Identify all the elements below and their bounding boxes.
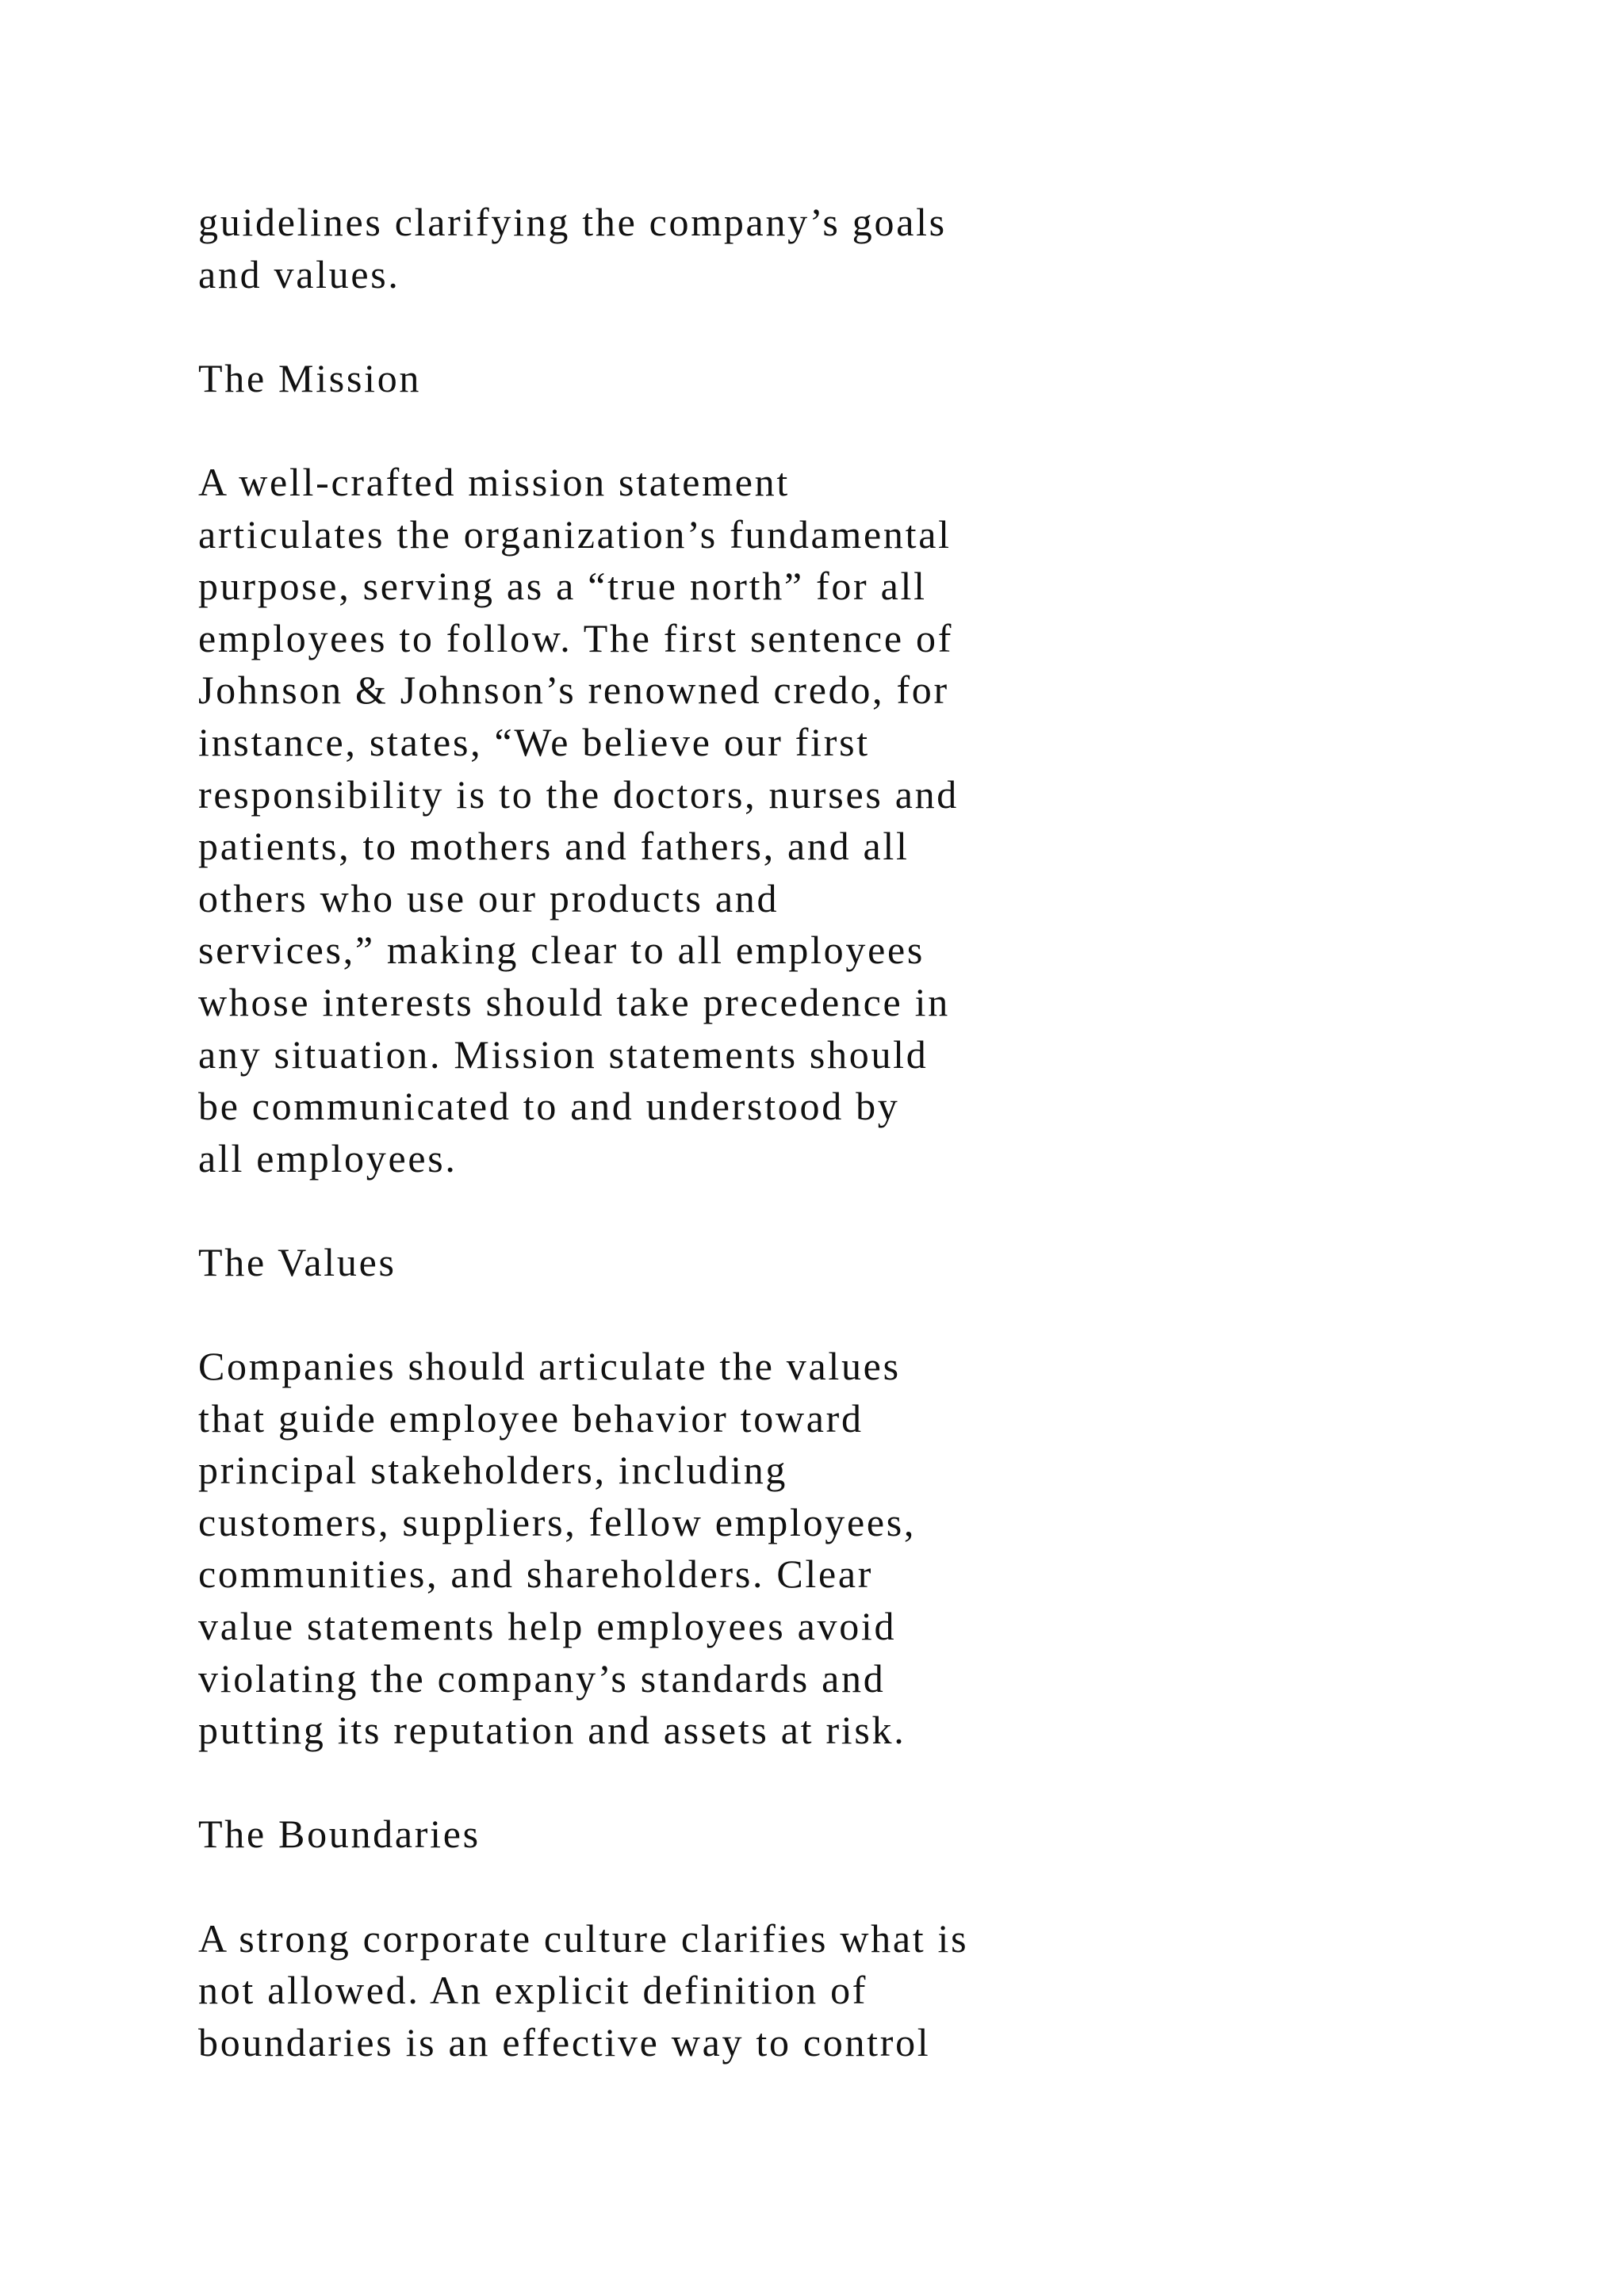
mission-line: Johnson & Johnson’s renowned credo, for: [198, 668, 949, 713]
mission-paragraph: [198, 457, 1435, 1184]
mission-line: services,” making clear to all employees: [198, 928, 925, 973]
mission-line: A well-crafted mission statement: [198, 459, 790, 504]
boundaries-line: not allowed. An explicit definition of: [198, 1968, 868, 2013]
spacer: [198, 1757, 1435, 1809]
boundaries-line: A strong corporate culture clarifies what is: [198, 1915, 969, 1961]
values-paragraph: [198, 1341, 1435, 1757]
intro-line: guidelines clarifying the company’s goals: [198, 200, 947, 244]
boundaries-line: boundaries is an effective way to control: [198, 2019, 931, 2064]
mission-line: responsibility is to the doctors, nurses and: [198, 771, 959, 817]
values-line: Companies should articulate the values: [198, 1344, 901, 1389]
mission-line: articulates the organization’s fundamental: [198, 511, 952, 557]
values-line: that guide employee behavior toward: [198, 1395, 864, 1441]
mission-line: all employees.: [198, 1135, 458, 1181]
spacer: [198, 1288, 1435, 1341]
document-body: [198, 197, 1435, 2068]
values-line: customers, suppliers, fellow employees,: [198, 1499, 917, 1544]
section-heading-mission: The Mission: [198, 355, 422, 400]
spacer: [198, 1184, 1435, 1237]
values-line: communities, and shareholders. Clear: [198, 1552, 874, 1597]
mission-line: instance, states, “We believe our first: [198, 719, 870, 764]
values-line: principal stakeholders, including: [198, 1448, 788, 1493]
mission-line: patients, to mothers and fathers, and all: [198, 824, 910, 869]
section-heading-boundaries: The Boundaries: [198, 1812, 481, 1857]
mission-line: any situation. Mission statements should: [198, 1031, 929, 1077]
spacer: [198, 1861, 1435, 1913]
spacer: [198, 300, 1435, 353]
mission-line: others who use our products and: [198, 875, 779, 920]
mission-line: employees to follow. The first sentence of: [198, 615, 954, 660]
values-line: value statements help employees avoid: [198, 1604, 897, 1649]
mission-line: whose interests should take precedence in: [198, 979, 950, 1024]
values-line: violating the company’s standards and: [198, 1655, 886, 1701]
intro-line: and values.: [198, 251, 400, 297]
boundaries-paragraph: [198, 1913, 1435, 2069]
spacer: [198, 404, 1435, 457]
mission-line: be communicated to and understood by: [198, 1084, 900, 1129]
mission-line: purpose, serving as a “true north” for all: [198, 564, 927, 609]
intro-paragraph: [198, 197, 1435, 300]
section-heading-values: The Values: [198, 1239, 396, 1284]
values-line: putting its reputation and assets at risk.: [198, 1708, 906, 1753]
